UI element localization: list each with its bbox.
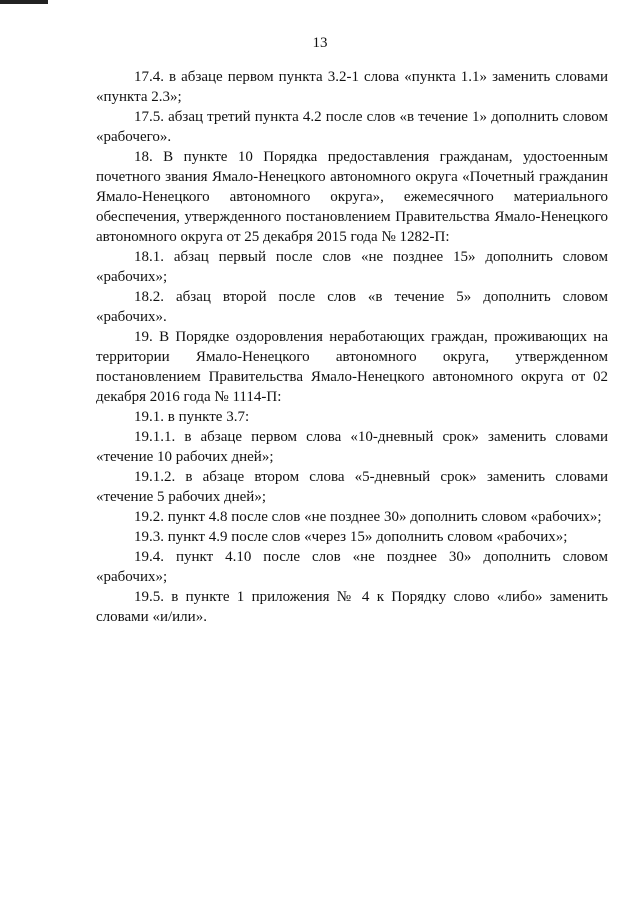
paragraph-18-2: 18.2. абзац второй после слов «в течение 5» дополнить словом «рабочих». xyxy=(96,289,608,325)
document-body xyxy=(96,67,608,627)
paragraph-19-5: 19.5. в пункте 1 приложения № 4 к Порядку слово «либо» заменить словами «и/или». xyxy=(96,589,608,625)
scan-corner-mark xyxy=(0,0,48,4)
paragraph-17-5: 17.5. абзац третий пункта 4.2 после слов «в течение 1» дополнить словом «рабочего». xyxy=(96,109,608,145)
paragraph-19-1: 19.1. в пункте 3.7: xyxy=(134,409,250,425)
paragraph-19-3: 19.3. пункт 4.9 после слов «через 15» дополнить словом «рабочих»; xyxy=(134,529,568,545)
paragraph-18-1: 18.1. абзац первый после слов «не позднее 15» дополнить словом «рабочих»; xyxy=(96,249,608,285)
paragraph-19: 19. В Порядке оздоровления неработающих граждан, проживающих на территории Ямало-Ненецкого автономного округа, утвержденном постановлением Правительства Ямало-Ненецкого автономного округа от 02 декабря 2016 года № 1114-П: xyxy=(96,329,608,405)
paragraph-19-2: 19.2. пункт 4.8 после слов «не позднее 30» дополнить словом «рабочих»; xyxy=(134,509,602,525)
page-number: 13 xyxy=(312,35,328,51)
paragraph-19-1-1: 19.1.1. в абзаце первом слова «10-дневный срок» заменить словами «течение 10 рабочих дней»; xyxy=(96,429,608,465)
paragraph-18: 18. В пункте 10 Порядка предоставления гражданам, удостоенным почетного звания Ямало-Ненецкого автономного округа «Почетный гражданин Ямало-Ненецкого автономного округа», ежемесячного материального обеспечения, утвержденного постановлением Правительства Ямало-Ненецкого автономного округа от 25 декабря 2015 года № 1282-П: xyxy=(96,149,608,245)
paragraph-19-4: 19.4. пункт 4.10 после слов «не позднее 30» дополнить словом «рабочих»; xyxy=(96,549,608,585)
paragraph-17-4: 17.4. в абзаце первом пункта 3.2-1 слова «пункта 1.1» заменить словами «пункта 2.3»; xyxy=(96,69,608,105)
paragraph-19-1-2: 19.1.2. в абзаце втором слова «5-дневный срок» заменить словами «течение 5 рабочих дней»; xyxy=(96,469,608,505)
